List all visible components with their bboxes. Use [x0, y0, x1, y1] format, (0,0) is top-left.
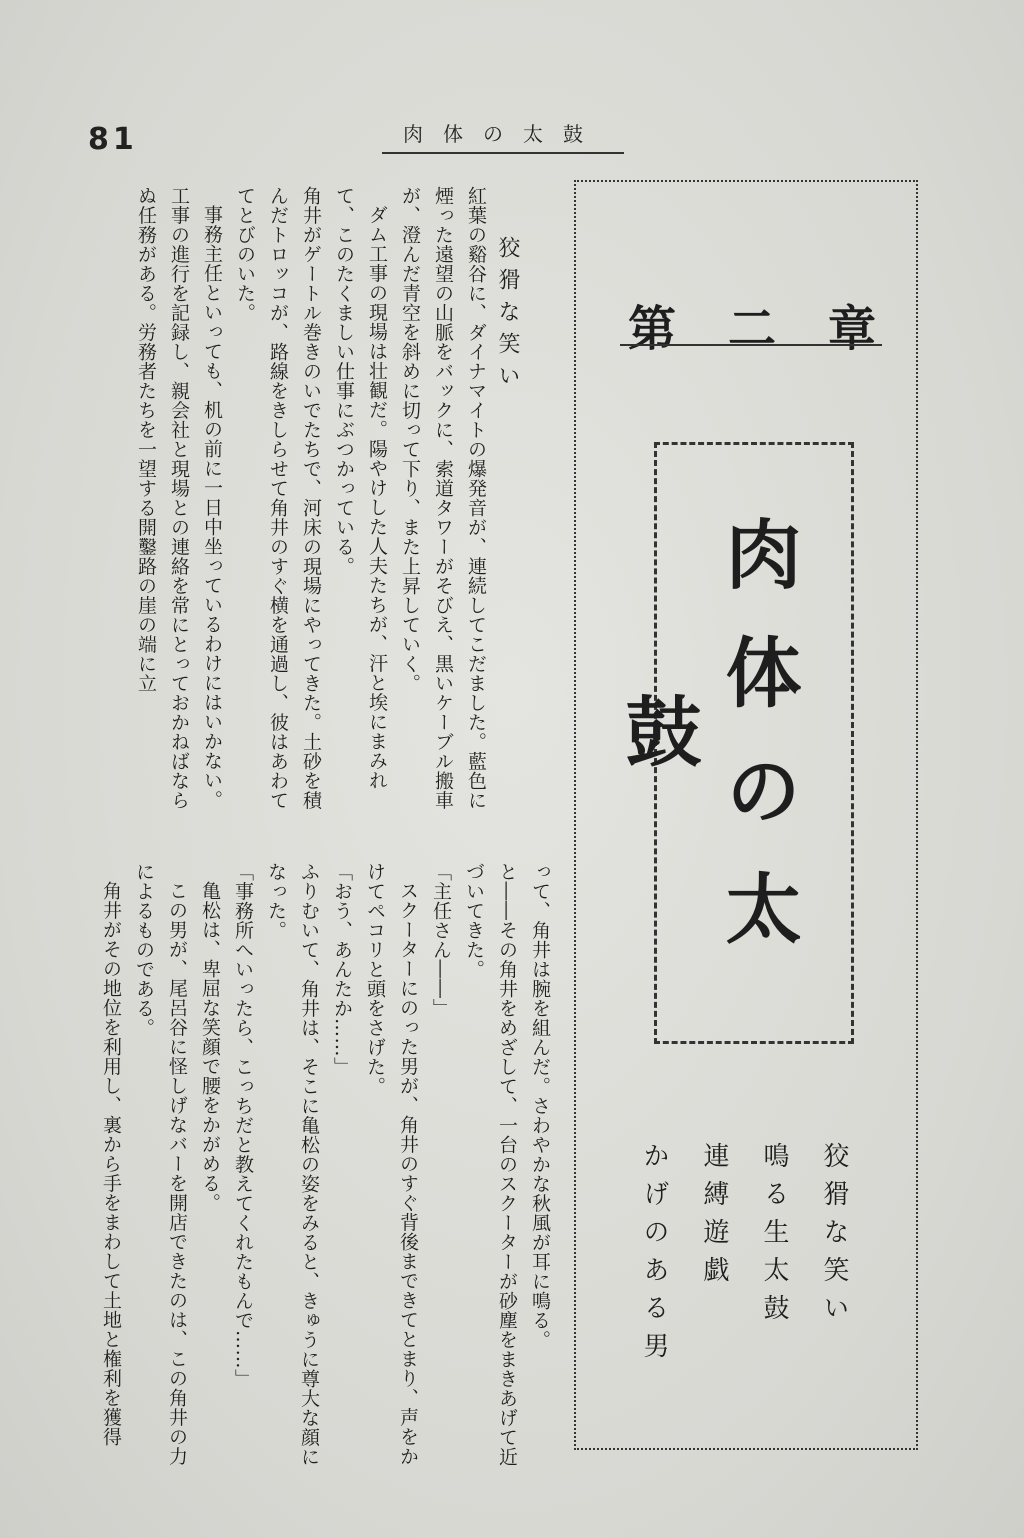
contents-item: 連縛遊戯 [699, 1142, 729, 1294]
chapter-divider [620, 344, 882, 346]
chapter-heading: 第二章 [628, 301, 929, 357]
chapter-contents [639, 1142, 864, 1402]
paragraph-arms-folded: って、角井は腕を組んだ。さわやかな秋風が耳に鳴る。 [529, 862, 551, 1350]
dialogue-jimusho: 「事務所へいったら、こっちだと教えてくれたもんで……」 [232, 862, 254, 1389]
dialogue-ou-anta: 「おう、あんたか……」 [331, 862, 353, 1077]
section-heading: 狡猾な笑い [495, 236, 520, 396]
contents-item: 狡猾な笑い [819, 1142, 849, 1332]
running-head: 肉体の太鼓 [382, 118, 624, 154]
paragraph-bar-opened: この男が、尾呂谷に怪しげなバーを開店できたのは、この角井の力によるものである。 [133, 862, 188, 1466]
paragraph-kakui-arrives: 角井がゲートル巻きのいでたちで、河床の現場にやってきた。土砂を積んだトロッコが、路線をきしらせて角井のすぐ横を通過し、彼はあわててとびのいた。 [234, 186, 322, 810]
upper-text-block [82, 186, 492, 816]
paragraph-kamematsu-seen: ふりむいて、角井は、そこに亀松の姿をみると、きゅうに尊大な顔になった。 [265, 862, 320, 1467]
contents-item: 鳴る生太鼓 [759, 1142, 789, 1332]
title-box [613, 442, 854, 1044]
paragraph-scooter-approach: と――その角井をめざして、一台のスクーターが砂塵をまきあげて近づいてきた。 [463, 862, 518, 1467]
paragraph-kamematsu-bows: 亀松は、卑屈な笑顔で腰をかがめる。 [199, 881, 221, 1213]
main-title: 肉体の太鼓 [613, 515, 802, 987]
dialogue-shunin: 「主任さん――」 [430, 862, 452, 1018]
paragraph-scooter-man: スクーターにのった男が、角井のすぐ背後まできてとまり、声をかけてペコリと頭をさげた。 [364, 862, 419, 1466]
contents-item: かげのある男 [639, 1142, 669, 1370]
paragraph-office-chief: 事務主任といっても、机の前に一日中坐っているわけにはいかない。工事の進行を記録し、親会社と現場との連絡を常にとっておかねばならぬ任務がある。労務者たちを一望する開鑿路の崖の端に立 [135, 186, 223, 810]
page-number: 81 [88, 122, 138, 157]
paragraph-dam-site: ダム工事の現場は壮観だ。陽やけした人夫たちが、汗と埃にまみれて、このたくましい仕事にぶつかっている。 [333, 186, 388, 790]
lower-text-block [86, 862, 556, 1482]
chapter-title-panel [574, 180, 929, 1450]
paragraph-kakui-position: 角井がその地位を利用し、裏から手をまわして土地と権利を獲得 [100, 881, 122, 1447]
paragraph-dam-blast: 紅葉の谿谷に、ダイナマイトの爆発音が、連続してこだました。藍色に煙った遠望の山脈をバックに、索道タワーがそびえ、黒いケーブル搬車が、澄んだ青空を斜めに切って下り、また上昇していく。 [399, 186, 487, 810]
